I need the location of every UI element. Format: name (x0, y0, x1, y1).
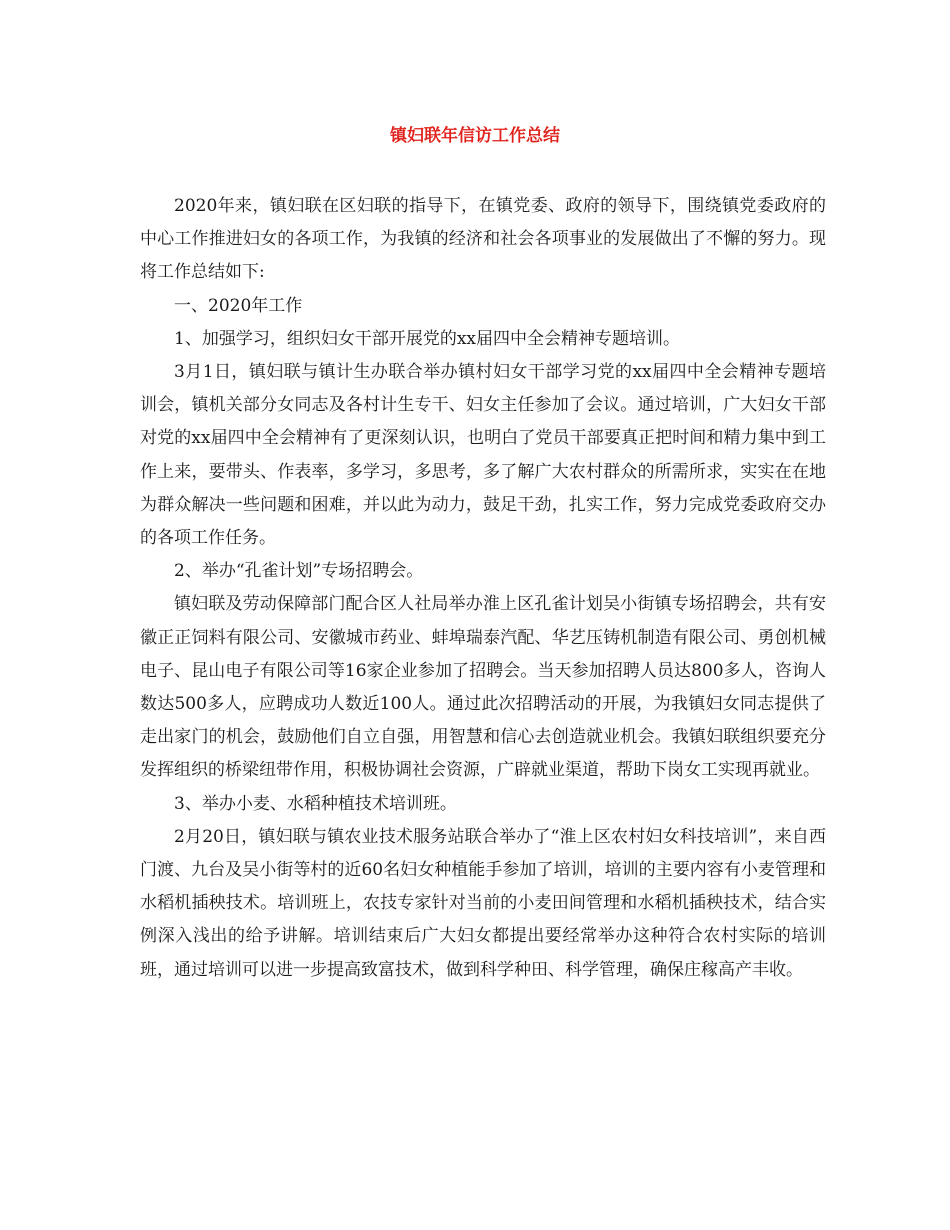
item-heading-3: 3、举办小麦、水稻种植技术培训班。 (174, 793, 457, 814)
document-title: 镇妇联年信访工作总结 (390, 126, 560, 146)
paragraph-intro: 2020年来，镇妇联在区妇联的指导下，在镇党委、政府的领导下，围绕镇党委政府的中心工作推进妇女的各项工作，为我镇的经济和社会各项事业的发展做出了不懈的努力。现将工作总结如下: (140, 196, 826, 283)
section-heading-2020-work: 一、2020年工作 (174, 295, 303, 316)
paragraph-item-3: 2月20日，镇妇联与镇农业技术服务站联合举办了“淮上区农村妇女科技培训”，来自西门渡、九台及吴小街等村的近60名妇女种植能手参加了培训，培训的主要内容有小麦管理和水稻机插秧技术。培训班上，农技专家针对当前的小麦田间管理和水稻机插秧技术，结合实例深入浅出的给予讲解。培训结束后广大妇女都提出要经常举办这种符合农村实际的培训班，通过培训可以进一步提高致富技术，做到科学种田、科学管理，确保庄稼高产丰收。 (140, 826, 826, 980)
paragraph-item-2: 镇妇联及劳动保障部门配合区人社局举办淮上区孔雀计划吴小街镇专场招聘会，共有安徽正正饲料有限公司、安徽城市药业、蚌埠瑞泰汽配、华艺压铸机制造有限公司、勇创机械电子、昆山电子有限公司等16家企业参加了招聘会。当天参加招聘人员达800多人，咨询人数达500多人，应聘成功人数近100人。通过此次招聘活动的开展，为我镇妇女同志提供了走出家门的机会，鼓励他们自立自强，用智慧和信心去创造就业机会。我镇妇联组织要充分发挥组织的桥梁纽带作用，积极协调社会资源，广辟就业渠道，帮助下岗女工实现再就业。 (140, 594, 826, 781)
item-heading-2: 2、举办“孔雀计划”专场招聘会。 (174, 561, 424, 582)
paragraph-item-1: 3月1日，镇妇联与镇计生办联合举办镇村妇女干部学习党的xx届四中全会精神专题培训会，镇机关部分女同志及各村计生专干、妇女主任参加了会议。通过培训，广大妇女干部对党的xx届四中全会精神有了更深刻认识，也明白了党员干部要真正把时间和精力集中到工作上来，要带头、作表率，多学习，多思考，多了解广大农村群众的所需所求，实实在在地为群众解决一些问题和困难，并以此为动力，鼓足干劲，扎实工作，努力完成党委政府交办的各项工作任务。 (140, 362, 826, 549)
item-heading-1: 1、加强学习，组织妇女干部开展党的xx届四中全会精神专题培训。 (174, 328, 680, 349)
document-body (140, 190, 826, 987)
